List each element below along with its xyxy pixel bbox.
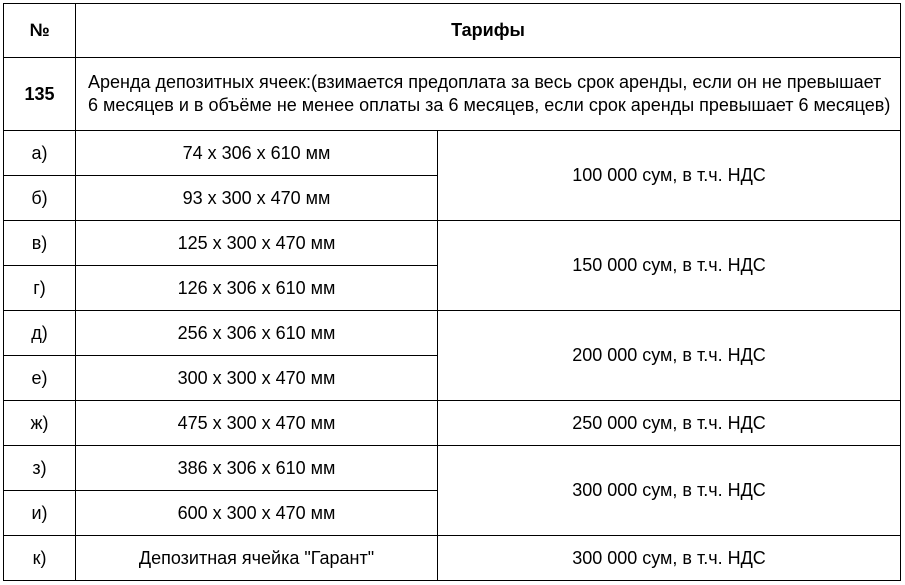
row-letter: ж)	[4, 401, 76, 446]
row-letter: г)	[4, 266, 76, 311]
row-letter: б)	[4, 176, 76, 221]
row-size: 74 х 306 х 610 мм	[76, 131, 438, 176]
intro-row	[4, 58, 901, 131]
row-size: 475 х 300 х 470 мм	[76, 401, 438, 446]
row-price: 250 000 сум, в т.ч. НДС	[438, 401, 901, 446]
row-letter: д)	[4, 311, 76, 356]
table-row	[4, 536, 901, 581]
row-size: 126 х 306 х 610 мм	[76, 266, 438, 311]
tariffs-table	[3, 3, 901, 581]
row-price: 300 000 сум, в т.ч. НДС	[438, 536, 901, 581]
header-number: №	[4, 4, 76, 58]
row-price: 100 000 сум, в т.ч. НДС	[438, 131, 901, 221]
row-price: 200 000 сум, в т.ч. НДС	[438, 311, 901, 401]
table-row	[4, 131, 901, 176]
row-size: 93 х 300 х 470 мм	[76, 176, 438, 221]
row-size: 256 х 306 х 610 мм	[76, 311, 438, 356]
table-row	[4, 401, 901, 446]
header-tariffs: Тарифы	[76, 4, 901, 58]
table-row	[4, 311, 901, 356]
row-letter: и)	[4, 491, 76, 536]
row-letter: е)	[4, 356, 76, 401]
row-letter: з)	[4, 446, 76, 491]
row-size: 125 х 300 х 470 мм	[76, 221, 438, 266]
intro-description: Аренда депозитных ячеек:(взимается предоплата за весь срок аренды, если он не превышает 6 месяцев и в объёме не менее оплаты за 6 месяцев, если срок аренды превышает 6 месяцев)	[76, 58, 901, 131]
table-row	[4, 221, 901, 266]
row-letter: в)	[4, 221, 76, 266]
intro-number: 135	[4, 58, 76, 131]
row-price: 300 000 сум, в т.ч. НДС	[438, 446, 901, 536]
table-header-row	[4, 4, 901, 58]
row-size: Депозитная ячейка "Гарант"	[76, 536, 438, 581]
row-size: 600 х 300 х 470 мм	[76, 491, 438, 536]
row-letter: а)	[4, 131, 76, 176]
row-price: 150 000 сум, в т.ч. НДС	[438, 221, 901, 311]
table-row	[4, 446, 901, 491]
row-size: 386 х 306 х 610 мм	[76, 446, 438, 491]
row-letter: к)	[4, 536, 76, 581]
row-size: 300 х 300 х 470 мм	[76, 356, 438, 401]
